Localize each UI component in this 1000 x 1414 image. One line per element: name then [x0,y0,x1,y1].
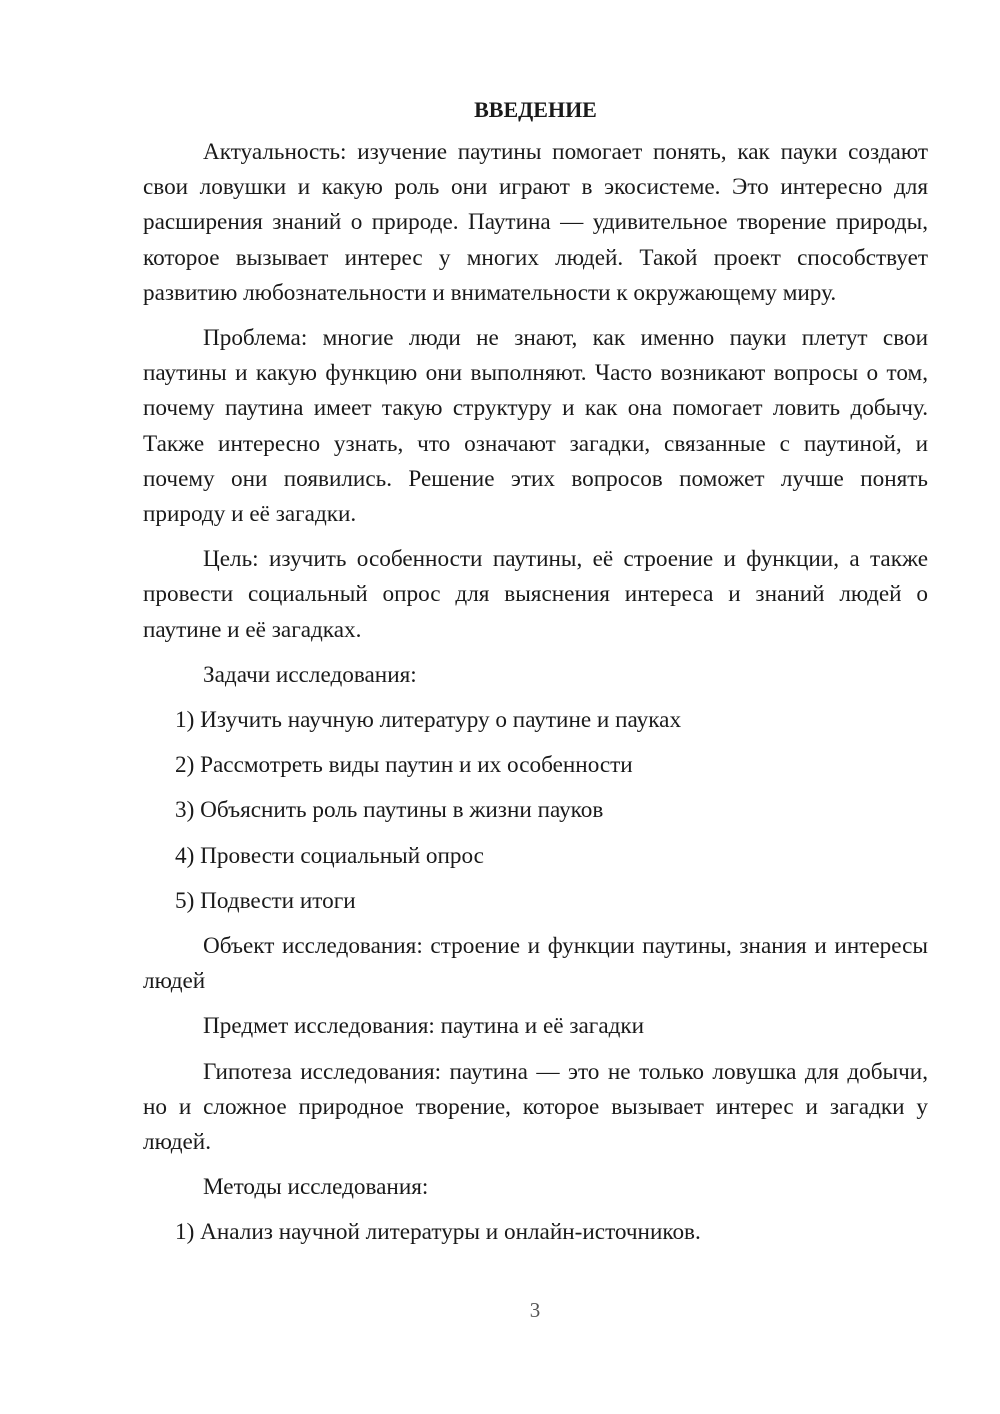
tasks-heading: Задачи исследования: [203,661,417,688]
list-item: 2) Рассмотреть виды паутин и их особенности [175,752,633,779]
methods-list [143,1215,928,1250]
document-page [143,90,928,1261]
section-title: ВВЕДЕНИЕ [474,97,597,122]
methods-heading: Методы исследования: [203,1174,429,1201]
list-item: 3) Объяснить роль паутины в жизни пауков [175,797,604,824]
subject-line: Предмет исследования: паутина и её загадки [203,1013,645,1040]
list-item: 1) Изучить научную литературу о паутине и пауках [175,707,682,734]
list-item: 5) Подвести итоги [175,887,356,914]
page-number: 3 [529,1298,541,1322]
tasks-list [143,703,928,919]
problem-paragraph: Проблема: многие люди не знают, как именно пауки плетут свои паутины и какую функцию они выполняют. Часто возникают вопросы о том, почему паутина имеет такую структуру и как она помогает ловить добычу. Также интересно узнать, что означают загадки, связанные с паутиной, и почему они появились. Решение этих вопросов поможет лучше понять природу и её загадки. [143,325,928,528]
relevance-paragraph: Актуальность: изучение паутины помогает понять, как пауки создают свои ловушки и какую роль они играют в экосистеме. Это интересно для расширения знаний о природе. Паутина — удивительное творение природы, которое вызывает интерес у многих людей. Такой проект способствует развитию любознательности и внимательности к окружающему миру. [143,139,928,306]
list-item: 1) Анализ научной литературы и онлайн-источников. [175,1219,701,1246]
object-paragraph: Объект исследования: строение и функции паутины, знания и интересы людей [143,933,928,995]
list-item: 4) Провести социальный опрос [175,842,484,869]
goal-paragraph: Цель: изучить особенности паутины, её строение и функции, а также провести социальный опрос для выяснения интереса и знаний людей о паутине и её загадках. [143,546,928,643]
hypothesis-paragraph: Гипотеза исследования: паутина — это не только ловушка для добычи, но и сложное природное творение, которое вызывает интерес и загадки у людей. [143,1058,928,1156]
